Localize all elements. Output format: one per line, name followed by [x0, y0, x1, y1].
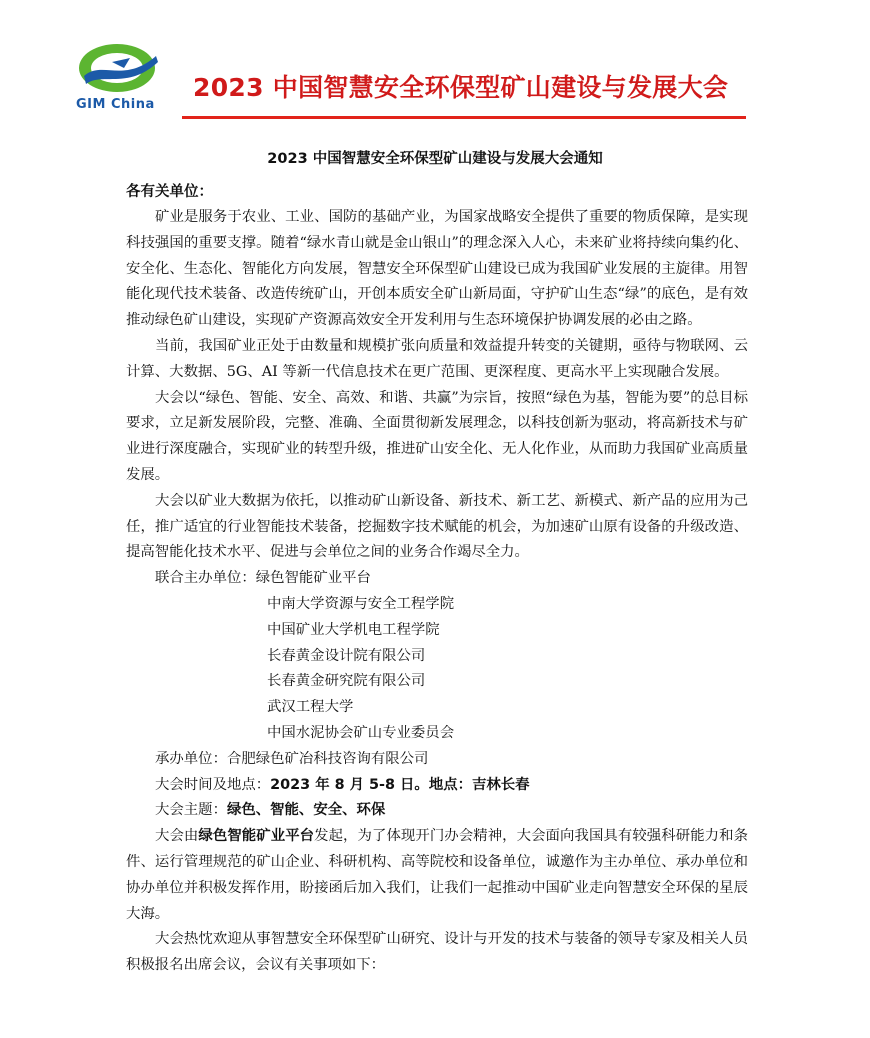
closing-highlight: 绿色智能矿业平台	[198, 828, 315, 845]
paragraph-1: 矿业是服务于农业、工业、国防的基础产业，为国家战略安全提供了重要的物质保障，是实现科技强国的重要支撑。随着“绿水青山就是金山银山”的理念深入人心，未来矿业将持续向集约化、安全化、生态化、智能化方向发展，智慧安全环保型矿山建设已成为我国矿业发展的主旋律。用智能化现代技术装备、改造传统矿山，开创本质安全矿山新局面，守护矿山生态“绿”的底色，是有效推动绿色矿山建设，实现矿产资源高效安全开发利用与生态环境保护协调发展的必由之路。	[126, 209, 748, 329]
banner-title: 2023 中国智慧安全环保型矿山建设与发展大会	[193, 73, 729, 102]
organizers-line	[126, 566, 748, 592]
document-body	[126, 205, 748, 979]
host-value: 合肥绿色矿冶科技咨询有限公司	[226, 750, 429, 767]
theme-line	[126, 798, 748, 824]
paragraph-2: 当前，我国矿业正处于由数量和规模扩张向质量和效益提升转变的关键期，亟待与物联网、云计算、大数据、5G、AI 等新一代信息技术在更广范围、更深程度、更高水平上实现融合发展。	[126, 337, 748, 380]
page-header	[0, 0, 870, 125]
time-value: 2023 年 8 月 5-8 日。地点：吉林长春	[270, 776, 530, 793]
organizer-item: 长春黄金设计院有限公司	[267, 647, 426, 664]
organizer-item: 中南大学资源与安全工程学院	[267, 595, 455, 612]
paragraph-4: 大会以矿业大数据为依托，以推动矿山新设备、新技术、新工艺、新模式、新产品的应用为己任，推广适宜的行业智能技术装备，挖掘数字技术赋能的机会，为加速矿山原有设备的升级改造、提高智能化技术水平、促进与会单位之间的业务合作竭尽全力。	[126, 492, 748, 561]
closing-paragraph	[126, 824, 748, 927]
organizer-item: 绿色智能矿业平台	[255, 570, 371, 587]
closing-pre: 大会由	[155, 828, 199, 845]
time-line	[126, 773, 748, 799]
final-paragraph: 大会热忱欢迎从事智慧安全环保型矿山研究、设计与开发的技术与装备的领导专家及相关人员积极报名出席会议，会议有关事项如下：	[126, 931, 748, 974]
header-divider	[182, 116, 746, 119]
paragraph-3: 大会以“绿色、智能、安全、高效、和谐、共赢”为宗旨，按照“绿色为基，智能为要”的总目标要求，立足新发展阶段，完整、准确、全面贯彻新发展理念，以科技创新为驱动，将高新技术与矿业进行深度融合，实现矿业的转型升级，推进矿山安全化、无人化作业，从而助力我国矿业高质量发展。	[126, 389, 748, 483]
document-title: 2023 中国智慧安全环保型矿山建设与发展大会通知	[267, 151, 603, 167]
salutation: 各有关单位：	[126, 184, 213, 200]
host-label: 承办单位：	[155, 750, 227, 767]
closing-post: 发起，为了体现开门办会精神，大会面向我国具有较强科研能力和条件、运行管理规范的矿山企业、科研机构、高等院校和设备单位，诚邀作为主办单位、承办单位和协办单位并积极发挥作用，盼接函后加入我们，让我们一起推动中国矿业走向智慧安全环保的星辰大海。	[126, 828, 748, 922]
time-label: 大会时间及地点：	[155, 776, 271, 793]
organizer-item: 长春黄金研究院有限公司	[267, 673, 426, 690]
organizer-item: 武汉工程大学	[267, 699, 354, 716]
organizers-label: 联合主办单位：	[155, 570, 256, 587]
organizer-item: 中国水泥协会矿山专业委员会	[267, 724, 455, 741]
theme-label: 大会主题：	[155, 802, 227, 819]
organizer-item: 中国矿业大学机电工程学院	[267, 621, 440, 638]
logo-text: GIM China	[76, 97, 155, 112]
theme-value: 绿色、智能、安全、环保	[226, 802, 386, 819]
host-line	[126, 747, 748, 773]
